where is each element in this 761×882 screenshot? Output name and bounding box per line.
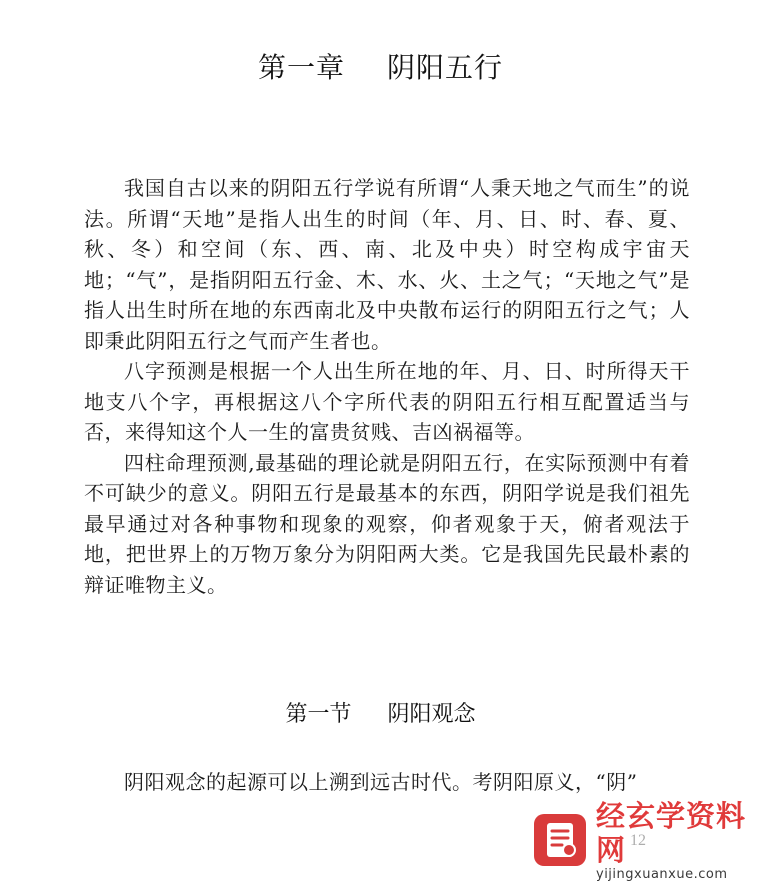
paragraph: 四柱命理预测,最基础的理论就是阴阳五行，在实际预测中有着不可缺少的意义。阴阳五行是最基本的东西，阴阳学说是我们祖先最早通过对各种事物和现象的观察，仰者观象于天，俯者观法于地，把世界上的万物万象分为阴阳两大类。它是我国先民最朴素的辩证唯物主义。: [84, 450, 690, 597]
paragraph: 八字预测是根据一个人出生所在地的年、月、日、时所得天干地支八个字，再根据这八个字所代表的阴阳五行相互配置适当与否，来得知这个人一生的富贵贫贱、吉凶祸福等。: [84, 359, 690, 444]
chapter-number: 第一章: [257, 51, 345, 84]
section-body: [84, 767, 690, 798]
logo-icon: [534, 814, 586, 866]
watermark-url: yijingxuanxue.com: [596, 866, 728, 882]
chapter-body: [84, 173, 690, 600]
section-title: [0, 697, 761, 728]
chapter-name: 阴阳五行: [387, 51, 504, 84]
watermark: [534, 798, 756, 882]
section-number: 第一节: [285, 702, 352, 727]
paragraph: 阴阳观念的起源可以上溯到远古时代。考阴阳原义，“阴”: [124, 770, 638, 794]
chapter-title: [0, 46, 761, 86]
section-name: 阴阳观念: [387, 702, 476, 727]
watermark-title: 经玄学资料网: [596, 798, 747, 867]
paragraph: 我国自古以来的阴阳五行学说有所谓“人秉天地之气而生”的说法。所谓“天地”是指人出生的时间（年、月、日、时、春、夏、秋、冬）和空间（东、西、南、北及中央）时空构成宇宙天地；“气”，是指阴阳五行金、木、水、火、土之气；“天地之气”是指人出生时所在地的东西南北及中央散布运行的阴阳五行之气；人即秉此阴阳五行之气而产生者也。: [84, 176, 690, 353]
